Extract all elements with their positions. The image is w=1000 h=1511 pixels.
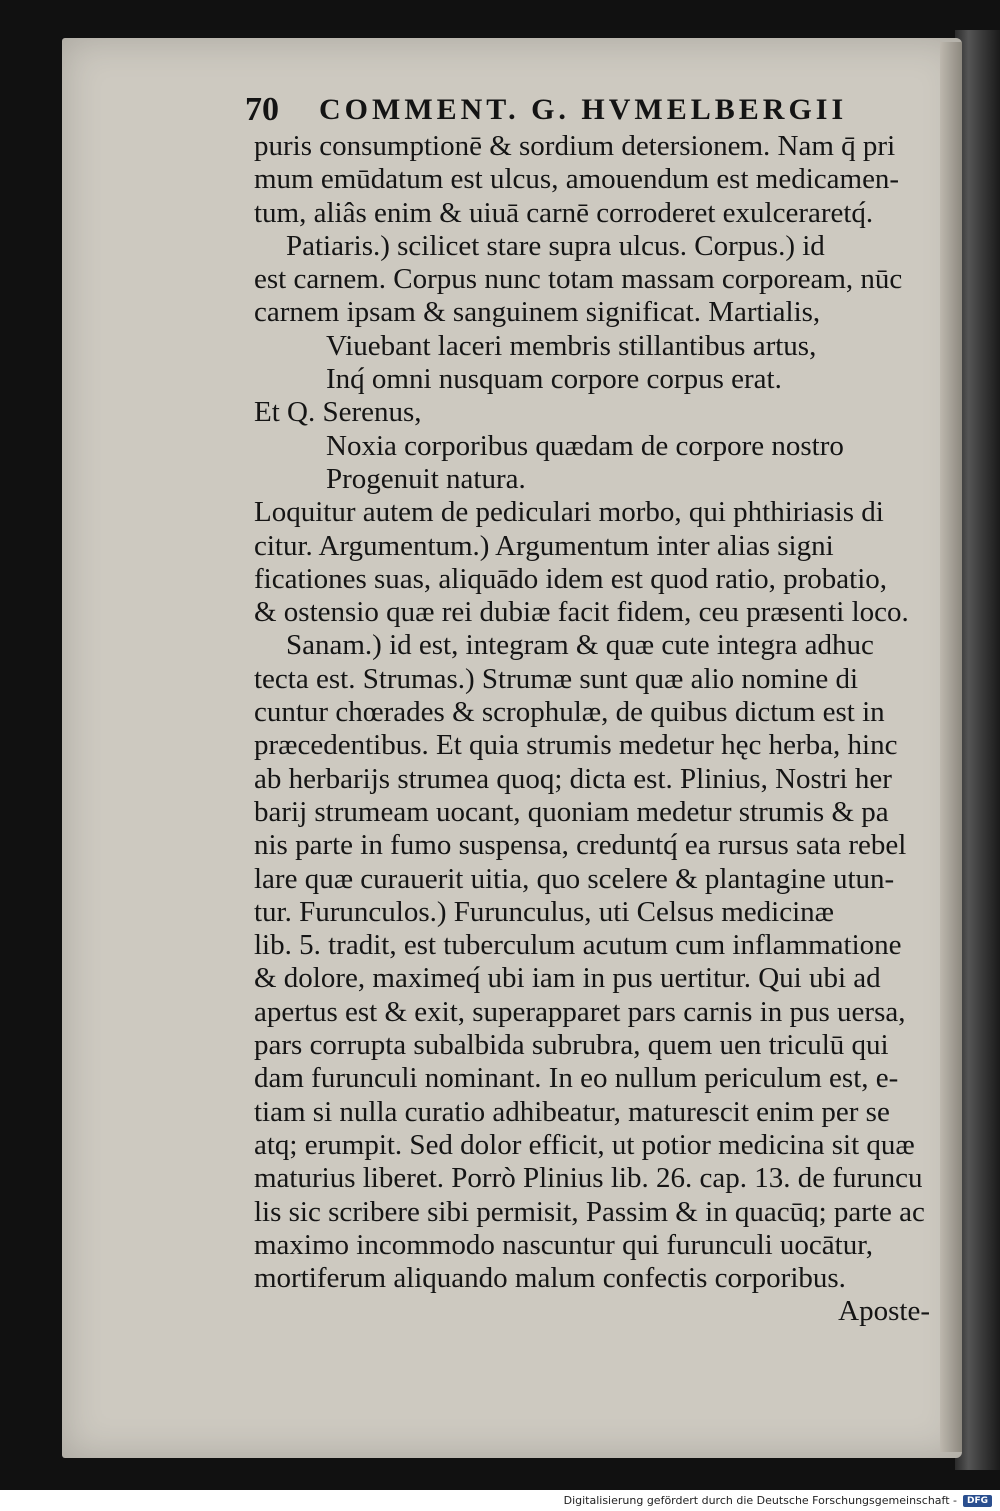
text-line: tur. Furunculos.) Furunculus, uti Celsus medicinæ (254, 895, 834, 928)
text-line: lis sic scribere sibi permisit, Passim & in quacūq; parte ac (254, 1195, 925, 1228)
text-line: citur. Argumentum.) Argumentum inter alias signi (254, 529, 834, 562)
text-line: cuntur chœrades & scrophulæ, de quibus dictum est in (254, 696, 885, 729)
text-line: puris consumptionē & sordium detersionem. Nam q̄ pri (254, 130, 896, 162)
text-line: Noxia corporibus quædam de corpore nostro (326, 429, 844, 462)
text-line: nis parte in fumo suspensa, creduntq́ ea rursus sata rebel (254, 829, 907, 862)
text-line: lib. 5. tradit, est tuberculum acutum cum inflammatione (254, 929, 902, 962)
text-line: Progenuit natura. (326, 462, 526, 495)
footer-bar (0, 1490, 1000, 1511)
text-line: & ostensio quæ rei dubiæ facit fidem, ceu præsenti loco. (254, 596, 909, 629)
text-line: barij strumeam uocant, quoniam medetur strumis & pa (254, 795, 889, 828)
text-line: tum, aliâs enim & uiuā carnē corroderet exulceraretq́. (254, 196, 874, 229)
text-line: est carnem. Corpus nunc totam massam corpoream, nūc (254, 263, 903, 296)
text-line: præcedentibus. Et quia strumis medetur hęc herba, hinc (254, 729, 898, 762)
page-header (245, 88, 925, 132)
text-line: Sanam.) id est, integram & quæ cute integra adhuc (286, 629, 874, 662)
text-line: Loquitur autem de pediculari morbo, qui phthiriasis di (254, 496, 884, 529)
page-number: 70 (245, 91, 279, 128)
text-line: dam furunculi nominant. In eo nullum periculum est, e- (254, 1062, 899, 1095)
text-line: & dolore, maximeq́ ubi iam in pus uertitur. Qui ubi ad (254, 962, 881, 995)
dfg-logo: DFG (963, 1495, 992, 1507)
text-line: Patiaris.) scilicet stare supra ulcus. Corpus.) id (286, 229, 825, 262)
text-line: lare quæ curauerit uitia, quo scelere & plantagine utun- (254, 862, 895, 895)
text-line: carnem ipsam & sanguinem significat. Martialis, (254, 296, 821, 329)
text-line: tecta est. Strumas.) Strumæ sunt quæ alio nomine di (254, 662, 859, 695)
running-title: COMMENT. G. HVMELBERGII (319, 93, 848, 126)
text-line: pars corrupta subalbida subrubra, quem uen triculū qui (254, 1029, 889, 1062)
text-line: ficationes suas, aliquādo idem est quod ratio, probatio, (254, 562, 888, 595)
text-line: apertus est & exit, superapparet pars carnis in pus uersa, (254, 995, 906, 1028)
text-line: tiam si nulla curatio adhibeatur, maturescit enim per se (254, 1095, 890, 1128)
page-edge (940, 42, 962, 1452)
footer-credit: Digitalisierung gefördert durch die Deutsche Forschungsgemeinschaft - (563, 1494, 957, 1507)
text-line: mum emūdatum est ulcus, amouendum est medicamen- (254, 163, 900, 196)
text-line: Aposte- (838, 1295, 930, 1328)
text-line: maximo incommodo nascuntur qui furunculi uocātur, (254, 1228, 873, 1261)
text-line: Et Q. Serenus, (254, 396, 422, 429)
text-block (254, 130, 934, 1329)
text-line: mortiferum aliquando malum confectis corporibus. (254, 1262, 846, 1295)
text-line: Inq́ omni nusquam corpore corpus erat. (326, 363, 782, 396)
text-line: atq; erumpit. Sed dolor efficit, ut potior medicina sit quæ (254, 1128, 915, 1161)
text-line: ab herbarijs strumea quoq; dicta est. Plinius, Nostri her (254, 762, 892, 795)
text-line: maturius liberet. Porrò Plinius lib. 26. cap. 13. de furuncu (254, 1162, 923, 1195)
text-line: Viuebant laceri membris stillantibus artus, (326, 329, 817, 362)
